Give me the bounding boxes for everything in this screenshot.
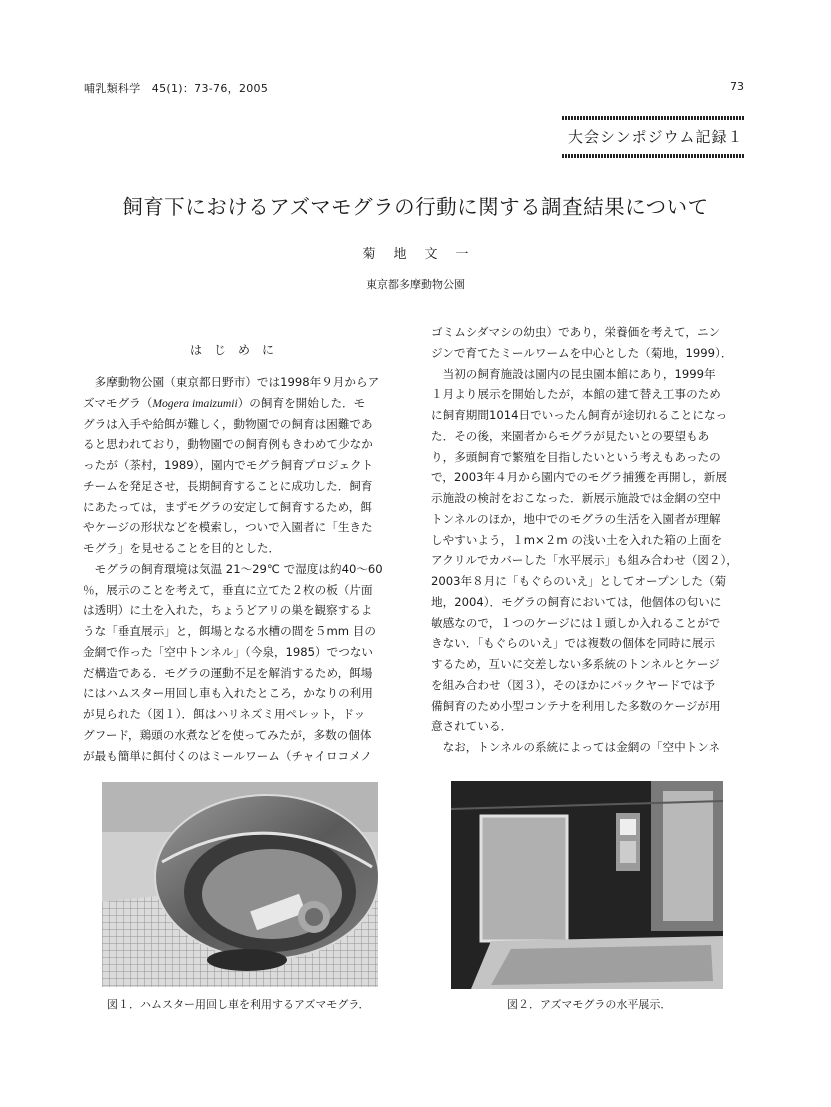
body-text-line: にはハムスター用回し車も入れたところ，かなりの利用 bbox=[83, 686, 373, 701]
body-text-line: ゴミムシダマシの幼虫）であり，栄養価を考えて，ニン bbox=[431, 325, 721, 339]
body-text-line: り，多頭飼育で繁殖を目指したいという考えもあったの bbox=[431, 449, 721, 464]
body-text-line: 地，2004）．モグラの飼育においては，他個体の匂いに bbox=[431, 594, 722, 609]
body-text-line: 多摩動物公園（東京都日野市）では1998年９月からア bbox=[83, 375, 380, 389]
section-label: 大会シンポジウム記録１ bbox=[568, 128, 744, 146]
body-text-line: 備飼育のため小型コンテナを利用した多数のケージが用 bbox=[431, 698, 721, 713]
figure-2-caption: 図２．アズマモグラの水平展示． bbox=[507, 998, 672, 1011]
author-name: 菊地文一 bbox=[362, 247, 487, 262]
article-title: 飼育下におけるアズマモグラの行動に関する調査結果について bbox=[122, 195, 709, 219]
author-affiliation: 東京都多摩動物公園 bbox=[366, 278, 465, 291]
body-text-line: で，2003年４月から園内でのモグラ捕獲を再開し，新展 bbox=[431, 470, 727, 485]
body-text-line: にあたっては，まずモグラの安定して飼育するため，餌 bbox=[83, 499, 372, 514]
dotted-rule-bottom bbox=[562, 154, 744, 158]
body-text-line: きない．「もぐらのいえ」では複数の個体を同時に展示 bbox=[431, 636, 716, 651]
body-text-line: やケージの形状などを模索し，ついで入園者に「生きた bbox=[83, 520, 373, 535]
body-text-line: トンネルのほか，地中でのモグラの生活を入園者が理解 bbox=[431, 511, 721, 526]
body-text-line: モグラの飼育環境は気温 21〜29℃ で湿度は約40〜60 bbox=[83, 561, 383, 576]
body-text-line: 意されている． bbox=[431, 719, 513, 734]
body-text-line: グフード，鶏頭の水煮などを使ってみたが，多数の個体 bbox=[83, 727, 372, 742]
body-text-line: ったが（茶村，1989），園内でモグラ飼育プロジェクト bbox=[83, 458, 374, 472]
body-text-line: アクリルでカバーした「水平展示」も組み合わせ（図２）， bbox=[431, 553, 738, 568]
body-text-line: に飼育期間1014日でいったん飼育が途切れることになっ bbox=[431, 408, 728, 422]
running-head: 哺乳類科学 45(1)：73-76，2005 bbox=[84, 82, 269, 95]
body-text-line: 金網で作った「空中トンネル」（今泉，1985）でつない bbox=[83, 644, 374, 659]
body-text-line: 敏感なので，１つのケージには１頭しか入れることがで bbox=[431, 615, 721, 630]
body-text-line: しやすいよう，１m×２m の浅い土を入れた箱の上面を bbox=[431, 532, 723, 547]
body-text-line: ると思われており，動物園での飼育例もきわめて少なか bbox=[83, 437, 373, 452]
horizontal-exhibit-photo bbox=[451, 781, 723, 989]
dotted-rule-top bbox=[562, 116, 744, 120]
body-text-line: するため，互いに交差しない多系統のトンネルとケージ bbox=[431, 657, 720, 671]
body-text-line: ％，展示のことを考えて，垂直に立てた２枚の板（片面 bbox=[83, 582, 373, 597]
body-text-line: 示施設の検討をおこなった．新展示施設では金網の空中 bbox=[431, 491, 721, 505]
hamster-wheel-photo bbox=[102, 782, 378, 987]
body-text-line: ジンで育てたミールワームを中心とした（菊地，1999）． bbox=[431, 345, 733, 360]
body-text-line: た．その後，来園者からモグラが見たいとの要望もあ bbox=[431, 428, 710, 443]
body-text-line: １月より展示を開始したが，本館の建て替え工事のため bbox=[431, 387, 721, 402]
figure-1-photo bbox=[102, 782, 378, 987]
section-heading: はじめに bbox=[189, 343, 286, 357]
body-text-line: なお，トンネルの系統によっては金網の「空中トンネ bbox=[431, 740, 721, 754]
body-text-line: チームを発足させ，長期飼育することに成功した．飼育 bbox=[83, 478, 373, 493]
body-text-line: グラは入手や給餌が難しく，動物園での飼育は困難であ bbox=[83, 416, 373, 431]
body-text-line: 当初の飼育施設は園内の昆虫園本館にあり，1999年 bbox=[431, 366, 716, 381]
body-text-line: ズマモグラ（Mogera imaizumii）の飼育を開始した．モ bbox=[83, 395, 366, 410]
figure-2-photo bbox=[451, 781, 723, 989]
body-text-line: が最も簡単に餌付くのはミールワーム（チャイロコメノ bbox=[83, 748, 372, 763]
body-text-line: が見られた（図１）．餌はハリネズミ用ペレット，ドッ bbox=[83, 707, 366, 721]
page-number: 73 bbox=[730, 80, 744, 93]
section-label-box bbox=[562, 116, 744, 158]
body-text-line: は透明）に土を入れた，ちょうどアリの巣を観察するよ bbox=[83, 603, 373, 618]
body-text-line: うな「垂直展示」と，餌場となる水槽の間を５mm 目の bbox=[83, 624, 376, 638]
figure-1-caption: 図１．ハムスター用回し車を利用するアズマモグラ． bbox=[107, 998, 370, 1011]
body-text-line: モグラ」を見せることを目的とした． bbox=[83, 541, 281, 555]
body-text-line: を組み合わせ（図３），そのほかにバックヤードでは予 bbox=[431, 677, 716, 692]
body-text-line: だ構造である．モグラの運動不足を解消するため，餌場 bbox=[83, 665, 373, 680]
body-text-line: 2003年８月に「もぐらのいえ」としてオープンした（菊 bbox=[431, 574, 727, 588]
